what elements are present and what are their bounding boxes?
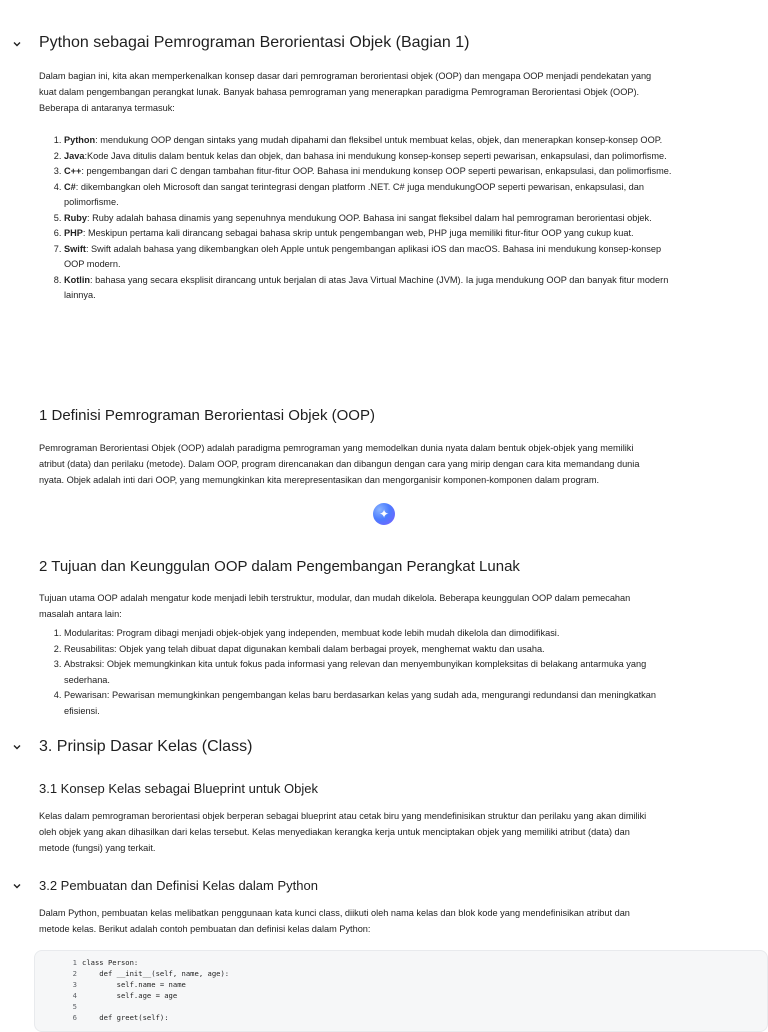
line-number: 6 [72, 1013, 77, 1022]
language-desc: : Swift adalah bahasa yang dikembangkan oleh Apple untuk pengembangan aplikasi iOS dan macOS. Bahasa ini mendukung konsep-konsep OOP modern. [64, 243, 662, 269]
language-name: Swift [64, 243, 86, 254]
line-number: 1 [72, 958, 77, 967]
language-desc: : pengembangan dari C dengan tambahan fitur-fitur OOP. Bahasa ini mendukung konsep OOP seperti pewarisan, enkapsulasi, dan polimorfisme. [81, 166, 672, 176]
language-desc: : mendukung OOP dengan sintaks yang mudah dipahami dan fleksibel untuk membuat kelas, objek, dan menerapkan konsep-konsep OOP. [95, 135, 663, 145]
language-desc: : Meskipun pertama kali dirancang sebagai bahasa skrip untuk pengembangan web, PHP juga memiliki fitur-fitur OOP yang cukup kuat. [82, 228, 634, 238]
section-title: Python sebagai Pemrograman Berorientasi Objek (Bagian 1) [39, 34, 470, 51]
subsection-body: Dalam Python, pembuatan kelas melibatkan penggunaan kata kunci class, diikuti oleh nama kelas dan blok kode yang mendefinisikan atribut dan metode kelas. Berikut adalah contoh pembuatan dan definisi kelas dalam Python: [39, 908, 630, 934]
subsection-body: Tujuan utama OOP adalah mengatur kode menjadi lebih terstruktur, modular, dan mudah dikelola. Beberapa keunggulan OOP dalam pemecahan masalah antara lain: [39, 593, 631, 619]
advantage-item: 3. Abstraksi: Objek memungkinkan kita untuk fokus pada informasi yang relevan dan menyembunyikan kompleksitas di belakang antarmuka yang sederhana. [64, 657, 679, 688]
language-desc: : Ruby adalah bahasa dinamis yang sepenuhnya mendukung OOP. Bahasa ini sangat fleksibel dalam hal pemrograman berorientasi objek. [86, 212, 652, 223]
advantage-item: 4. Pewarisan: Pewarisan memungkinkan pengembangan kelas baru berdasarkan kelas yang sudah ada, mengurangi redundansi dan meningkatkan efisiensi. [64, 688, 679, 719]
chevron-down-icon[interactable] [12, 881, 22, 891]
language-item [64, 226, 679, 242]
subsection-body: Pemrograman Berorientasi Objek (OOP) adalah paradigma pemrograman yang memodelkan dunia nyata dalam bentuk objek-objek yang memiliki atribut (data) dan perilaku (metode). Dalam OOP, program direncanakan dan dibangun dengan cara yang mirip dengan cara kita memandang dunia nyata. Objek adalah inti dari OOP, yang memungkinkan kita merepresentasikan dan mengorganisir komponen-komponen dalam program. [39, 443, 640, 485]
language-name: C# [64, 181, 76, 192]
chevron-down-icon[interactable] [12, 742, 22, 752]
subsection-title: 3.2 Pembuatan dan Definisi Kelas dalam Python [39, 878, 318, 893]
language-name: Kotlin [64, 274, 91, 285]
language-name: PHP [64, 228, 83, 238]
code-text: class Person: [82, 958, 139, 967]
language-item [64, 164, 679, 180]
section-intro: Dalam bagian ini, kita akan memperkenalkan konsep dasar dari pemrograman berorientasi objek (OOP) dan mengapa OOP menjadi pendekatan yang kuat dalam pengembangan perangkat lunak. Banyak bahasa pemrograman yang menerapkan paradigma Pemrograman Berorientasi Objek (OOP). Beberapa di antaranya termasuk: [39, 71, 652, 113]
line-number: 2 [72, 969, 77, 978]
subsection-body: Kelas dalam pemrograman berorientasi objek berperan sebagai blueprint atau cetak biru yang mendefinisikan struktur dan perilaku yang akan dimiliki oleh objek yang akan dihasilkan dari kelas tersebut. Kelas menyediakan kerangka kerja untuk menciptakan objek yang memiliki atribut (data) dan metode (fungsi) yang terkait. [39, 811, 647, 853]
line-number: 3 [72, 980, 77, 989]
language-item [64, 211, 679, 227]
language-name: Python [64, 135, 96, 145]
subsection-title: 1 Definisi Pemrograman Berorientasi Objek (OOP) [39, 407, 375, 424]
language-name: Java [64, 150, 85, 161]
sparkle-icon[interactable]: ✦ [373, 503, 395, 525]
line-number: 4 [72, 991, 77, 1000]
language-item [64, 149, 679, 165]
line-number: 5 [72, 1002, 77, 1011]
code-text: def greet(self): [82, 1013, 169, 1022]
code-text: self.age = age [82, 991, 178, 1000]
language-item [64, 242, 679, 273]
language-list [39, 133, 679, 304]
language-desc: :Kode Java ditulis dalam bentuk kelas dan objek, dan bahasa ini mendukung konsep-konsep seperti pewarisan, enkapsulasi, dan polimorfisme. [84, 150, 667, 161]
language-name: Ruby [64, 212, 87, 223]
language-desc: : dikembangkan oleh Microsoft dan sangat terintegrasi dengan platform .NET. C# juga mendukungOOP seperti pewarisan, enkapsulasi, dan polimorfisme. [64, 181, 645, 207]
code-block[interactable] [34, 950, 768, 1032]
language-item [64, 273, 679, 304]
chevron-down-icon[interactable] [12, 39, 22, 49]
subsection-title: 3.1 Konsep Kelas sebagai Blueprint untuk Objek [39, 781, 318, 796]
section-title: 3. Prinsip Dasar Kelas (Class) [39, 738, 253, 755]
advantages-list [39, 626, 679, 719]
code-text: self.name = name [82, 980, 186, 989]
advantage-item: 1. Modularitas: Program dibagi menjadi objek-objek yang independen, membuat kode lebih mudah dikelola dan dimodifikasi. [64, 626, 679, 642]
advantage-item: 2. Reusabilitas: Objek yang telah dibuat dapat digunakan kembali dalam berbagai proyek, menghemat waktu dan usaha. [64, 642, 679, 658]
language-item [64, 180, 679, 211]
language-desc: : bahasa yang secara eksplisit dirancang untuk berjalan di atas Java Virtual Machine (JVM). Ia juga mendukung OOP dan banyak fitur modern lainnya. [64, 274, 669, 300]
subsection-title: 2 Tujuan dan Keunggulan OOP dalam Pengembangan Perangkat Lunak [39, 558, 520, 575]
language-name: C++ [64, 166, 82, 176]
code-text: def __init__(self, name, age): [82, 969, 230, 978]
language-item [64, 133, 679, 149]
